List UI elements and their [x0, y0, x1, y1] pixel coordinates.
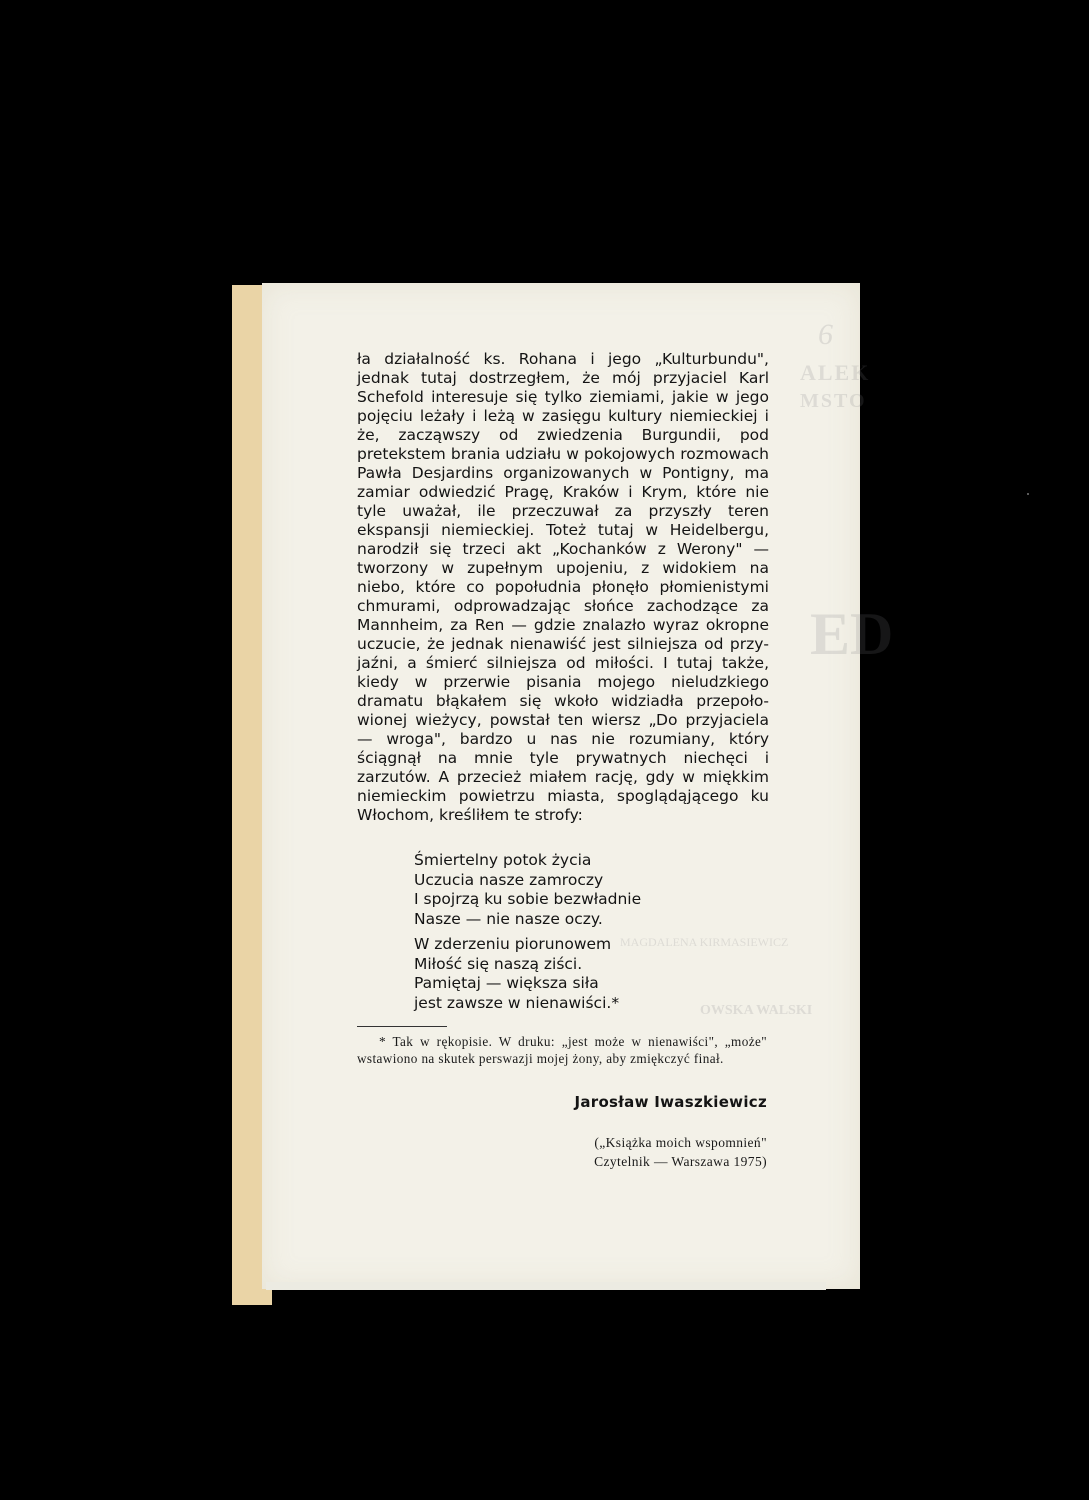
source-line: Czytelnik — Warszawa 1975) — [594, 1154, 767, 1169]
poem-line: Uczucia nasze zamroczy — [414, 870, 604, 889]
poem-line: Pamiętaj — większa siła — [414, 974, 599, 992]
bleed-through-text: MSTO — [800, 390, 867, 412]
poem-line: Nasze — nie nasze oczy. — [414, 909, 603, 928]
poem-line: Śmiertelny potok życia — [414, 851, 592, 869]
footnote: * Tak w rękopisie. W druku: „jest może w nienawiści", „może" wstawiono na skutek perswazji mojej żony, aby zmiękczyć finał. — [357, 1034, 767, 1066]
footnote-divider — [357, 1026, 447, 1027]
poem-line: W zderzeniu piorunowem — [414, 935, 612, 953]
poem-stanza — [414, 935, 641, 1013]
bleed-through-text: ALEK — [800, 360, 871, 385]
dust-speck — [1027, 493, 1029, 495]
bleed-through-text: OWSKA WALSKI — [700, 1003, 813, 1018]
bleed-through-text: ED — [810, 601, 894, 667]
poem-line: jest zawsze w nienawiści.* — [414, 993, 620, 1012]
main-paragraph: ła działalność ks. Rohana i jego „Kulturbundu", jednak tutaj dostrzegłem, że mój przyjaciel Karl Schefold interesuje się tylko ziemiami, jakie w jego pojęciu leżały i leżą w zasięgu kultury niemieckiej i że, zacząwszy od zwiedzenia Burgundii, pod pretekstem brania udziału w pokojowych rozmowach Pawła Desjardins organizowanych w Pontigny, ma zamiar odwiedzić Pragę, Kraków i Krym, które nie tyle uważał, ile przeczuwał za przyszły teren ekspansji niemieckiej. Toteż tutaj w Heidelbergu, narodził się trzeci akt „Kochanków z Werony" — tworzony w zupełnym upojeniu, z widokiem na niebo, które co popołudnia płonęło płomienistymi chmurami, odprowadzając słońce zachodzące za Mannheim, za Ren — gdzie znalazło wyraz okropne uczucie, że jednak nienawiść jest silniejsza od przyjaźni, a śmierć silniejsza od miłości. I tutaj także, kiedy w przerwie pisania mojego nieludzkiego dramatu błąkałem się wkoło widziadła przepołowionej wieżycy, powstał ten wiersz „Do przyjaciela — wroga", bardzo u nas nie rozumiany, który ściągnął na mnie tyle prywatnych niechęci i zarzutów. A przecież miałem rację, gdy w miękkim niemieckim powietrzu miasta, spoglądąjącego ku Włochom, kreśliłem te strofy: — [357, 350, 769, 824]
author-name: Jarosław Iwaszkiewicz — [574, 1093, 767, 1111]
bleed-through-text: MAGDALENA KIRMASIEWICZ — [620, 935, 789, 949]
source-line: („Książka moich wspomnień" — [594, 1135, 767, 1150]
poem — [414, 851, 641, 1019]
poem-stanza — [414, 851, 641, 929]
page-number-mark: 6 — [818, 318, 833, 351]
source-citation — [594, 1133, 767, 1171]
poem-line: I spojrzą ku sobie bezwładnie — [414, 890, 642, 908]
poem-line: Miłość się naszą ziści. — [414, 954, 583, 973]
page-edge — [266, 1282, 826, 1290]
